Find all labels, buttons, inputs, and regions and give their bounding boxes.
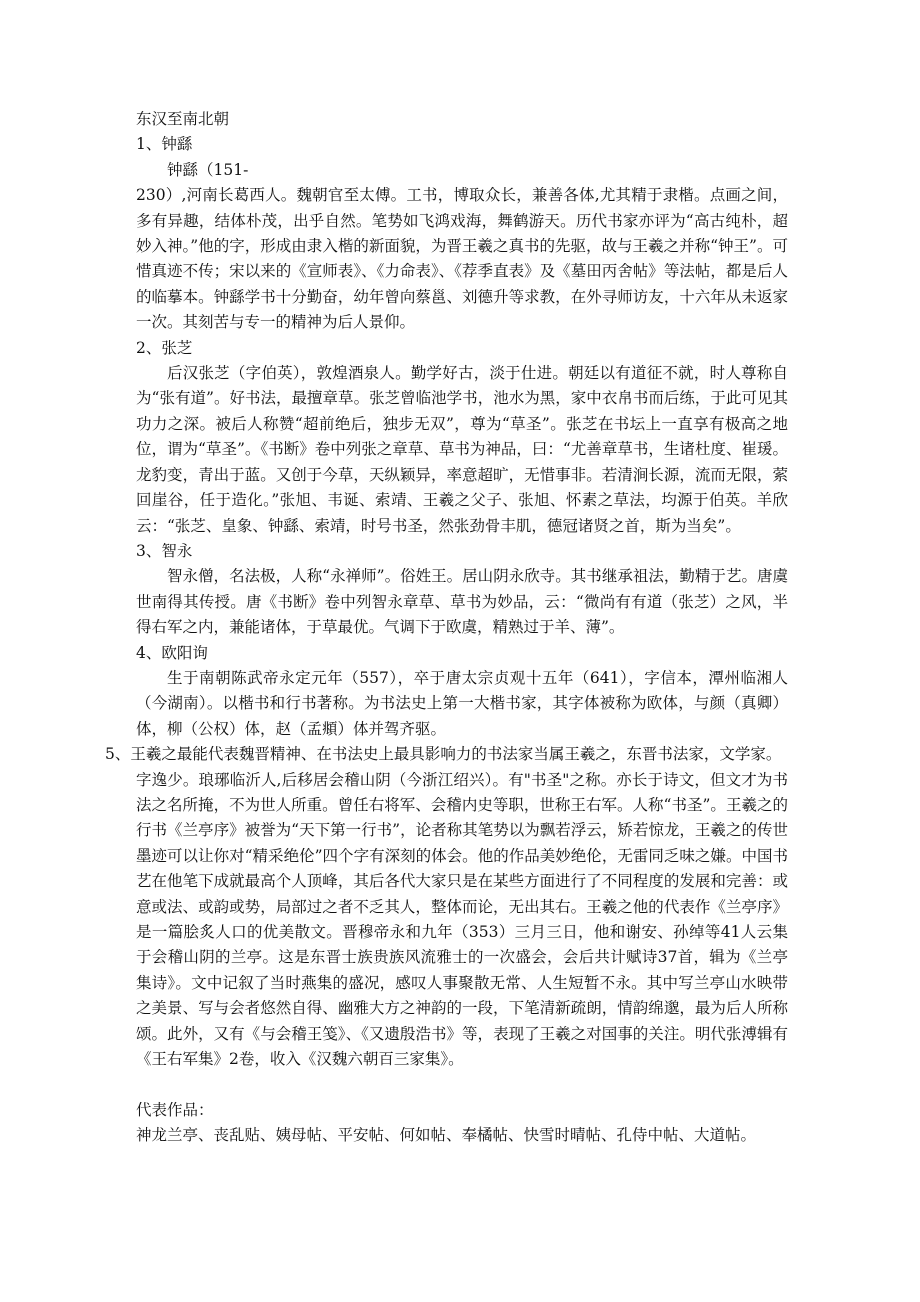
section-heading-zhang-zhi: 2、张芝: [136, 338, 193, 357]
section-heading-wang-xizhi: 5、王羲之最能代表魏晋精神、在书法史上最具影响力的书法家当属王羲之，东晋书法家，文学家。: [105, 745, 782, 764]
document-title: 东汉至南北朝: [136, 110, 230, 128]
section-heading-zhong-yao: 1、钟繇: [136, 135, 193, 154]
wang-xizhi-paragraph: 字逸少。琅琊临沂人,后移居会稽山阴（今浙江绍兴）。有"书圣"之称。亦长于诗文，但文才为书法之名所掩，不为世人所重。曾任右将军、会稽内史等职，世称王右军。人称“书圣”。王羲之的行书《兰亭序》被誉为“天下第一行书”，论者称其笔势以为飘若浮云，矫若惊龙，王羲之的传世墨迹可以让你对“精采绝伦”四个字有深刻的体会。他的作品美妙绝伦，无雷同乏味之嫌。中国书艺在他笔下成就最高个人顶峰，其后各代大家只是在某些方面进行了不同程度的发展和完善：或意或法、或韵或势，局部过之者不乏其人，整体而论，无出其右。王羲之他的代表作《兰亭序》是一篇脍炙人口的优美散文。晋穆帝永和九年（353）三月三日，他和谢安、孙绰等41人云集于会稽山阴的兰亭。这是东晋士族贵族风流雅士的一次盛会，会后共计赋诗37首，辑为《兰亭集诗》。文中记叙了当时燕集的盛况，感叹人事聚散无常、人生短暂不永。其中写兰亭山水映带之美景、写与会者悠然自得、幽雅大方之神韵的一段，下笔清新疏朗，情韵绵邈，最为后人所称颂。此外，又有《与会稽王笺》、《又遗殷浩书》等，表现了王羲之对国事的关注。明代张溥辑有《王右军集》2卷，收入《汉魏六朝百三家集》。: [136, 770, 788, 1069]
zhong-yao-paragraph: 230）,河南长葛西人。魏朝官至太傅。工书，博取众长，兼善各体,尤其精于隶楷。点画之间，多有异趣，结体朴茂，出乎自然。笔势如飞鸿戏海，舞鹤游天。历代书家亦评为“高古纯朴，超妙入神。”他的字，形成由隶入楷的新面貌，为晋王羲之真书的先驱，故与王羲之并称“钟王”。可惜真迹不传；宋以来的《宣师表》、《力命表》、《荐季直表》及《墓田丙舍帖》等法帖，都是后人的临摹本。钟繇学书十分勤奋，幼年曾向蔡邕、刘德升等求教，在外寻师访友，十六年从未返家一次。其刻苦与专一的精神为后人景仰。: [136, 186, 788, 332]
spacer: [136, 1072, 788, 1097]
works-list: 神龙兰亭、丧乱贴、姨母帖、平安帖、何如帖、奉橘帖、快雪时晴帖、孔侍中帖、大道帖。: [136, 1126, 757, 1145]
zhi-yong-paragraph: 智永僧，名法极，人称“永禅师”。俗姓王。居山阴永欣寺。其书继承祖法，勤精于艺。唐虞世南得其传授。唐《书断》卷中列智永章草、草书为妙品，云：“微尚有有道（张芝）之风，半得右军之内，兼能诸体，于草最优。气调下于欧虞，精熟过于羊、薄”。: [136, 567, 788, 637]
zhong-yao-intro-line: 钟繇（151-: [167, 160, 249, 179]
section-heading-ouyang-xun: 4、欧阳询: [136, 643, 208, 662]
section-heading-zhi-yong: 3、智永: [136, 541, 193, 560]
zhang-zhi-paragraph: 后汉张芝（字伯英），敦煌酒泉人。勤学好古，淡于仕进。朝廷以有道征不就，时人尊称自为“张有道”。好书法，最擅章草。张芝曾临池学书，池水为黑，家中衣帛书而后练，于此可见其功力之深。被后人称赞“超前绝后，独步无双”，尊为“草圣”。张芝在书坛上一直享有极高之地位，谓为“草圣”。《书断》卷中列张之章草、草书为神品，曰：“尤善章草书，生诸杜度、崔瑗。龙豹变，青出于蓝。又创于今草，天纵颖异，率意超旷，无惜事非。若清涧长源，流而无限，萦回崖谷，任于造化。”张旭、韦诞、索靖、王羲之父子、张旭、怀素之草法，均源于伯英。羊欣云：“张芝、皇象、钟繇、索靖，时号书圣，然张劲骨丰肌，德冠诸贤之首，斯为当矣”。: [136, 364, 788, 535]
works-label: 代表作品：: [136, 1100, 214, 1119]
document-page: [105, 107, 788, 1149]
ouyang-xun-paragraph: 生于南朝陈武帝永定元年（557），卒于唐太宗贞观十五年（641），字信本，潭州临湘人（今湖南）。以楷书和行书著称。为书法史上第一大楷书家，其字体被称为欧体，与颜（真卿）体，柳（公权）体，赵（孟頫）体并驾齐驱。: [136, 668, 788, 738]
